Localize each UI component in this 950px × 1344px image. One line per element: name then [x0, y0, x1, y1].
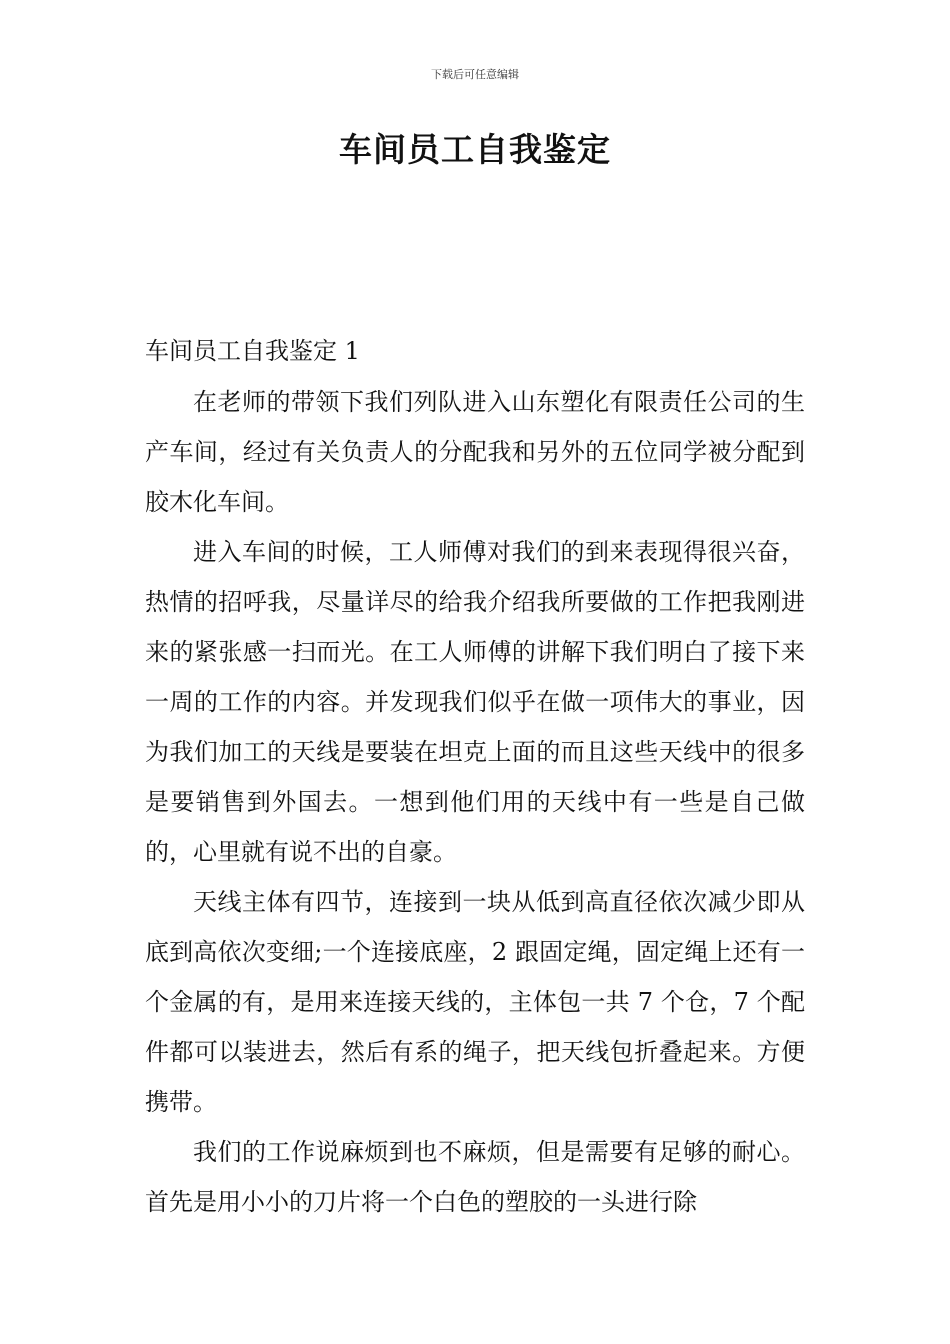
paragraph: 天线主体有四节，连接到一块从低到高直径依次减少即从底到高依次变细;一个连接底座，2 跟固定绳，固定绳上还有一个金属的有，是用来连接天线的，主体包一共 7 个仓，7 个配件都可以装进去，然后有系的绳子，把天线包折叠起来。方便携带。: [145, 888, 805, 1116]
paragraph: 在老师的带领下我们列队进入山东塑化有限责任公司的生产车间，经过有关负责人的分配我和另外的五位同学被分配到胶木化车间。: [145, 388, 805, 516]
document-title: 车间员工自我鉴定: [339, 130, 611, 169]
paragraph: 我们的工作说麻烦到也不麻烦，但是需要有足够的耐心。首先是用小小的刀片将一个白色的塑胶的一头进行除: [145, 1138, 805, 1216]
header-note: 下载后可任意编辑: [431, 68, 519, 81]
section-heading: 车间员工自我鉴定 1: [145, 337, 360, 365]
paragraph: 进入车间的时候，工人师傅对我们的到来表现得很兴奋，热情的招呼我，尽量详尽的给我介绍我所要做的工作把我刚进来的紧张感一扫而光。在工人师傅的讲解下我们明白了接下来一周的工作的内容。并发现我们似乎在做一项伟大的事业，因为我们加工的天线是要装在坦克上面的而且这些天线中的很多是要销售到外国去。一想到他们用的天线中有一些是自己做的，心里就有说不出的自豪。: [145, 538, 805, 866]
body-text: [145, 377, 805, 1227]
